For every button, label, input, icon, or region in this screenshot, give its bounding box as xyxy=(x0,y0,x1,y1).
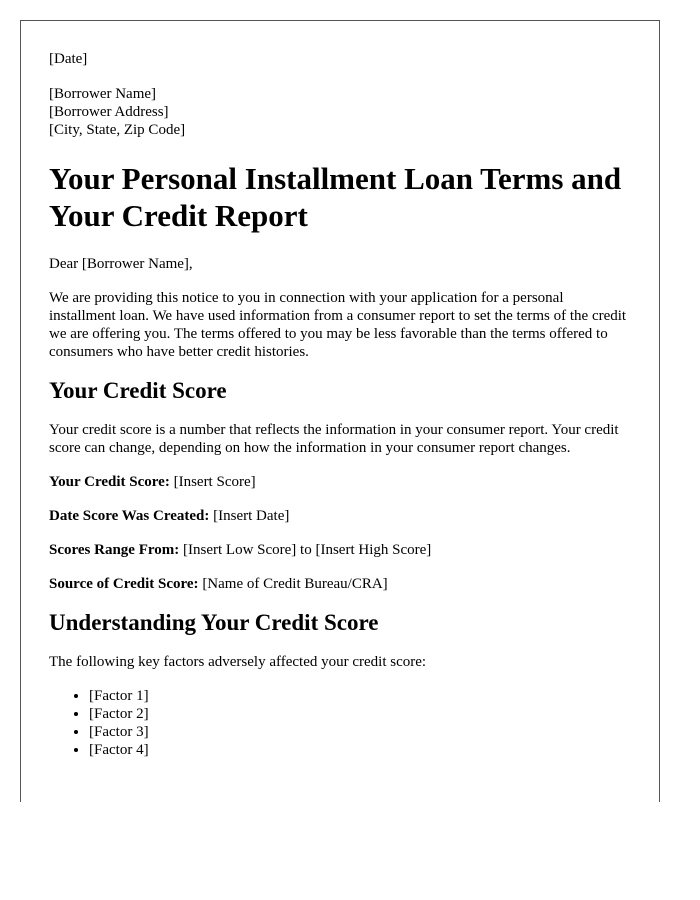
field-value: [Insert Date] xyxy=(213,508,290,524)
field-score-source xyxy=(49,575,631,593)
field-label: Date Score Was Created: xyxy=(49,508,210,524)
credit-score-heading: Your Credit Score xyxy=(49,378,227,403)
list-item: • [Factor 2] xyxy=(89,705,631,723)
intro-paragraph: We are providing this notice to you in connection with your application for a personal installment loan. We have used information from a consumer report to set the terms of the credit we are offering you. The terms offered to you may be less favorable than the terms offered to consumers who have better credit histories. xyxy=(49,290,627,360)
field-score-range xyxy=(49,541,631,559)
letter-date: [Date] xyxy=(49,51,88,67)
understanding-heading: Understanding Your Credit Score xyxy=(49,610,379,635)
letter-page xyxy=(20,20,660,802)
field-date-created xyxy=(49,507,631,525)
factors-intro: The following key factors adversely affected your credit score: xyxy=(49,654,427,670)
list-item: • [Factor 1] xyxy=(89,687,631,705)
field-value: [Insert Score] xyxy=(173,474,256,490)
salutation: Dear [Borrower Name], xyxy=(49,256,193,272)
list-item: • [Factor 4] xyxy=(89,741,631,759)
borrower-name: [Borrower Name] xyxy=(49,86,157,102)
letter-title: Your Personal Installment Loan Terms and Your Credit Report xyxy=(49,161,622,233)
field-value: [Insert Low Score] to [Insert High Score] xyxy=(183,542,432,558)
letter-content xyxy=(21,21,659,759)
field-credit-score xyxy=(49,473,631,491)
field-label: Your Credit Score: xyxy=(49,474,170,490)
borrower-address: [Borrower Address] xyxy=(49,104,169,120)
field-value: [Name of Credit Bureau/CRA] xyxy=(202,576,388,592)
field-label: Scores Range From: xyxy=(49,542,180,558)
credit-score-description: Your credit score is a number that reflects the information in your consumer report. Your credit score can change, depending on how the information in your consumer report changes. xyxy=(49,422,619,456)
list-item: • [Factor 3] xyxy=(89,723,631,741)
field-label: Source of Credit Score: xyxy=(49,576,199,592)
address-block xyxy=(49,85,631,139)
factors-list xyxy=(49,687,631,759)
borrower-city-state-zip: [City, State, Zip Code] xyxy=(49,122,186,138)
